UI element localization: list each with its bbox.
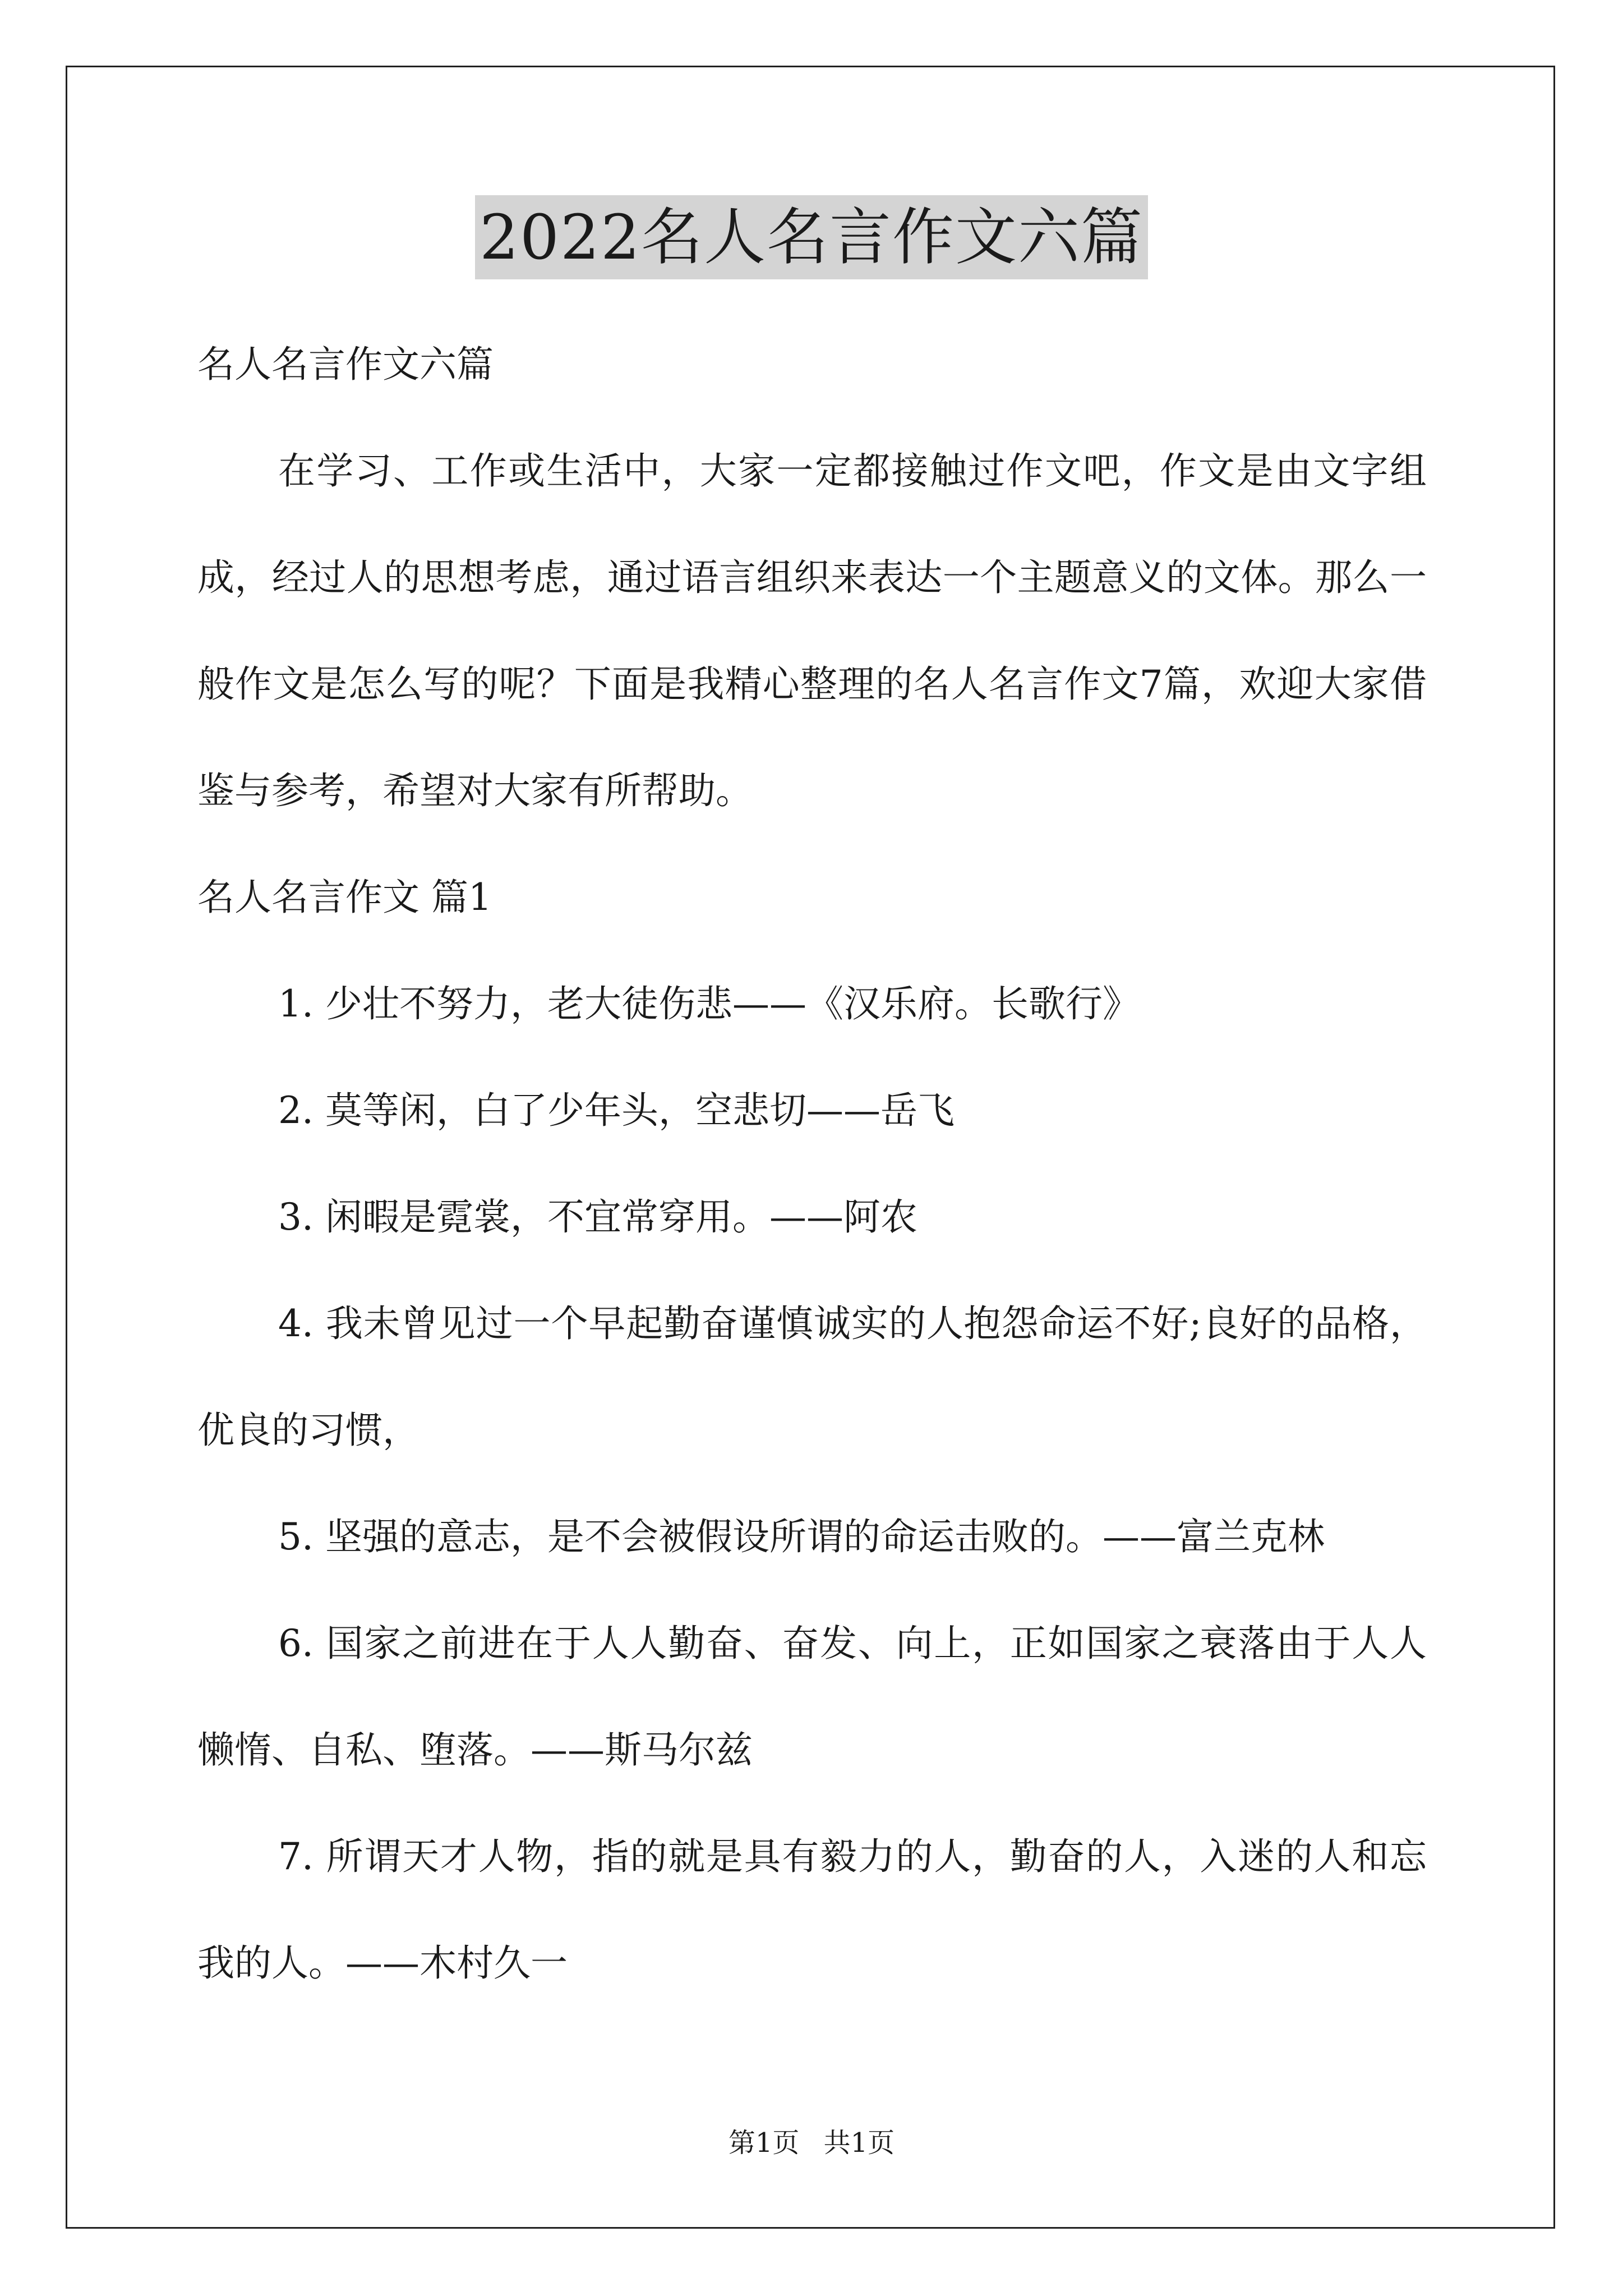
- section-heading: 名人名言作文 篇1: [197, 876, 492, 919]
- document-title: 2022名人名言作文六篇: [475, 195, 1148, 279]
- quote-item: 3. 闲暇是霓裳，不宜常穿用。——阿农: [278, 1195, 917, 1239]
- quote-item: 2. 莫等闲，白了少年头，空悲切——岳飞: [278, 1089, 955, 1132]
- page-total: 共1页: [823, 2127, 895, 2159]
- quote-item: 1. 少壮不努力，老大徒伤悲——《汉乐府。长歌行》: [278, 982, 1140, 1025]
- document-subtitle: 名人名言作文六篇: [197, 343, 494, 386]
- intro-paragraph: 在学习、工作或生活中，大家一定都接触过作文吧，作文是由文字组成，经过人的思想考虑，通过语言组织来表达一个主题意义的文体。那么一般作文是怎么写的呢？下面是我精心整理的名人名言作文7篇，欢迎大家借鉴与参考，希望对大家有所帮助。: [197, 449, 1427, 812]
- title-container: [0, 195, 1623, 279]
- document-body: [197, 311, 1427, 2017]
- quote-item: 6. 国家之前进在于人人勤奋、奋发、向上，正如国家之衰落由于人人懒惰、自私、堕落。——斯马尔兹: [197, 1622, 1427, 1772]
- quote-item: 4. 我未曾见过一个早起勤奋谨慎诚实的人抱怨命运不好;良好的品格，优良的习惯，: [197, 1302, 1427, 1452]
- page-footer: [0, 2126, 1623, 2160]
- page-number: 第1页: [728, 2127, 800, 2159]
- quote-item: 7. 所谓天才人物，指的就是具有毅力的人，勤奋的人，入迷的人和忘我的人。——木村久一: [197, 1835, 1427, 1985]
- quote-item: 5. 坚强的意志，是不会被假设所谓的命运击败的。——富兰克林: [278, 1515, 1325, 1558]
